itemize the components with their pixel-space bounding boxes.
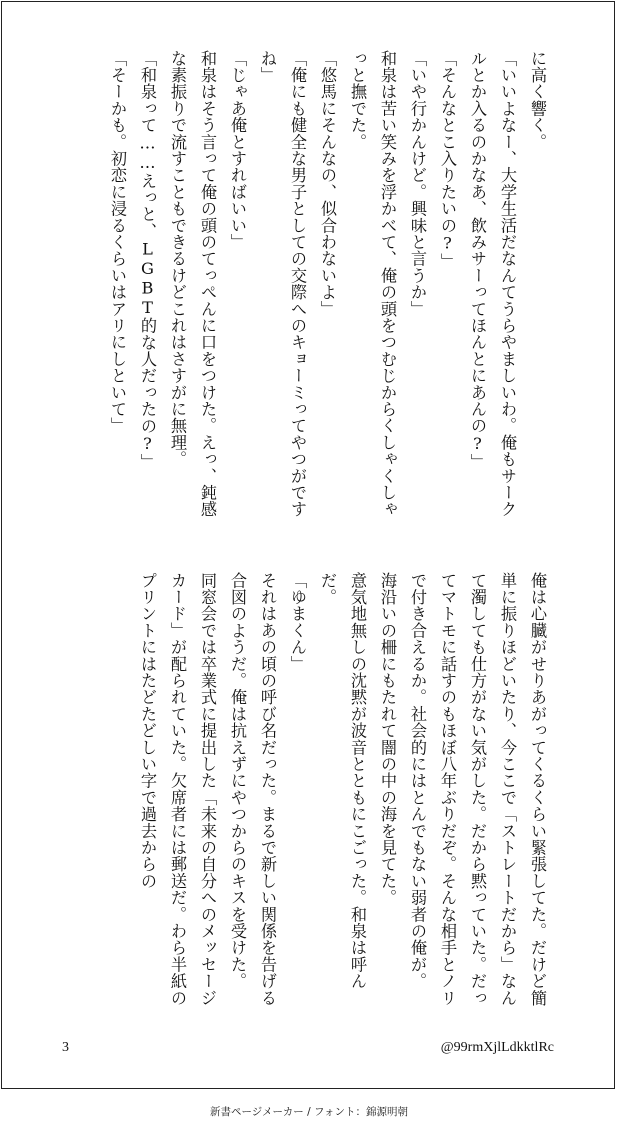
lower-text-block: [54, 572, 552, 1010]
paragraph: 同窓会では卒業式に提出した「未来の自分へのメッセージカード」が配られていた。欠席者には郵送だ。わら半紙のプリントにはたどたどしい字で過去からの: [138, 572, 217, 1007]
page-number: 3: [62, 1040, 69, 1055]
paragraph: 俺は心臓がせりあがってくるくらい緊張してた。だけど簡単に振りほどいたり、今ここで「ストレートだから」なんて濁しても仕方がない気がした。だから黙っていた。だってマトモに話すのもほぼ八年ぶりだぞ。そんな相手とノリで付き合えるか。社会的にはとんでもない弱者の俺が。: [408, 572, 547, 1007]
footer-credit: 新書ページメーカー / フォント：錦源明朝: [210, 1106, 408, 1118]
paragraph: 「悠馬にそんなの、似合わないよ」: [318, 50, 337, 318]
upper-text-block: [54, 50, 552, 518]
paragraph: 「じゃあ俺とすればいい」: [228, 50, 247, 251]
paragraph: に高く響く。: [528, 50, 547, 151]
paragraph: 海沿いの柵にもたれて闇の中の海を見てた。: [378, 572, 397, 906]
paragraph: 和泉は苦い笑みを浮かべて、俺の頭をつむじからくしゃくしゃっと撫でた。: [348, 50, 397, 518]
page-frame: [1, 1, 615, 1089]
author-id: @99rmXjlLdkktlRc: [440, 1040, 554, 1055]
paragraph: 「いや行かんけど。興味と言うか」: [408, 50, 427, 318]
paragraph: 「和泉って……えっと、LGBT的な人だったの?」: [138, 50, 157, 471]
paragraph: 「俺にも健全な男子としての交際へのキョーミってやつがですね」: [258, 50, 307, 518]
paragraph: 「そんなとこ入りたいの?」: [438, 50, 457, 270]
paragraph: 意気地無しの沈黙が波音とともにこごった。和泉は呼んだ。: [318, 572, 367, 990]
paragraph: 「そーかも。初恋に浸るくらいはアリにしといて」: [108, 50, 127, 435]
paragraph: 和泉はそう言って俺の頭のてっぺんに口をつけた。えっ、鈍感な素振りで流すこともできるけどこれはさすがに無理。: [168, 50, 217, 518]
paragraph: 「いいよなー、大学生活だなんてうらやましいわ。俺もサークルとか入るのかなあ、飲みサーってほんとにあんの?」: [468, 50, 517, 518]
paragraph: それはあの頃の呼び名だった。まるで新しい関係を告げる合図のようだ。俺は抗えずにやつからのキスを受けた。: [228, 572, 277, 1007]
paragraph: 「ゆまくん」: [288, 572, 307, 673]
